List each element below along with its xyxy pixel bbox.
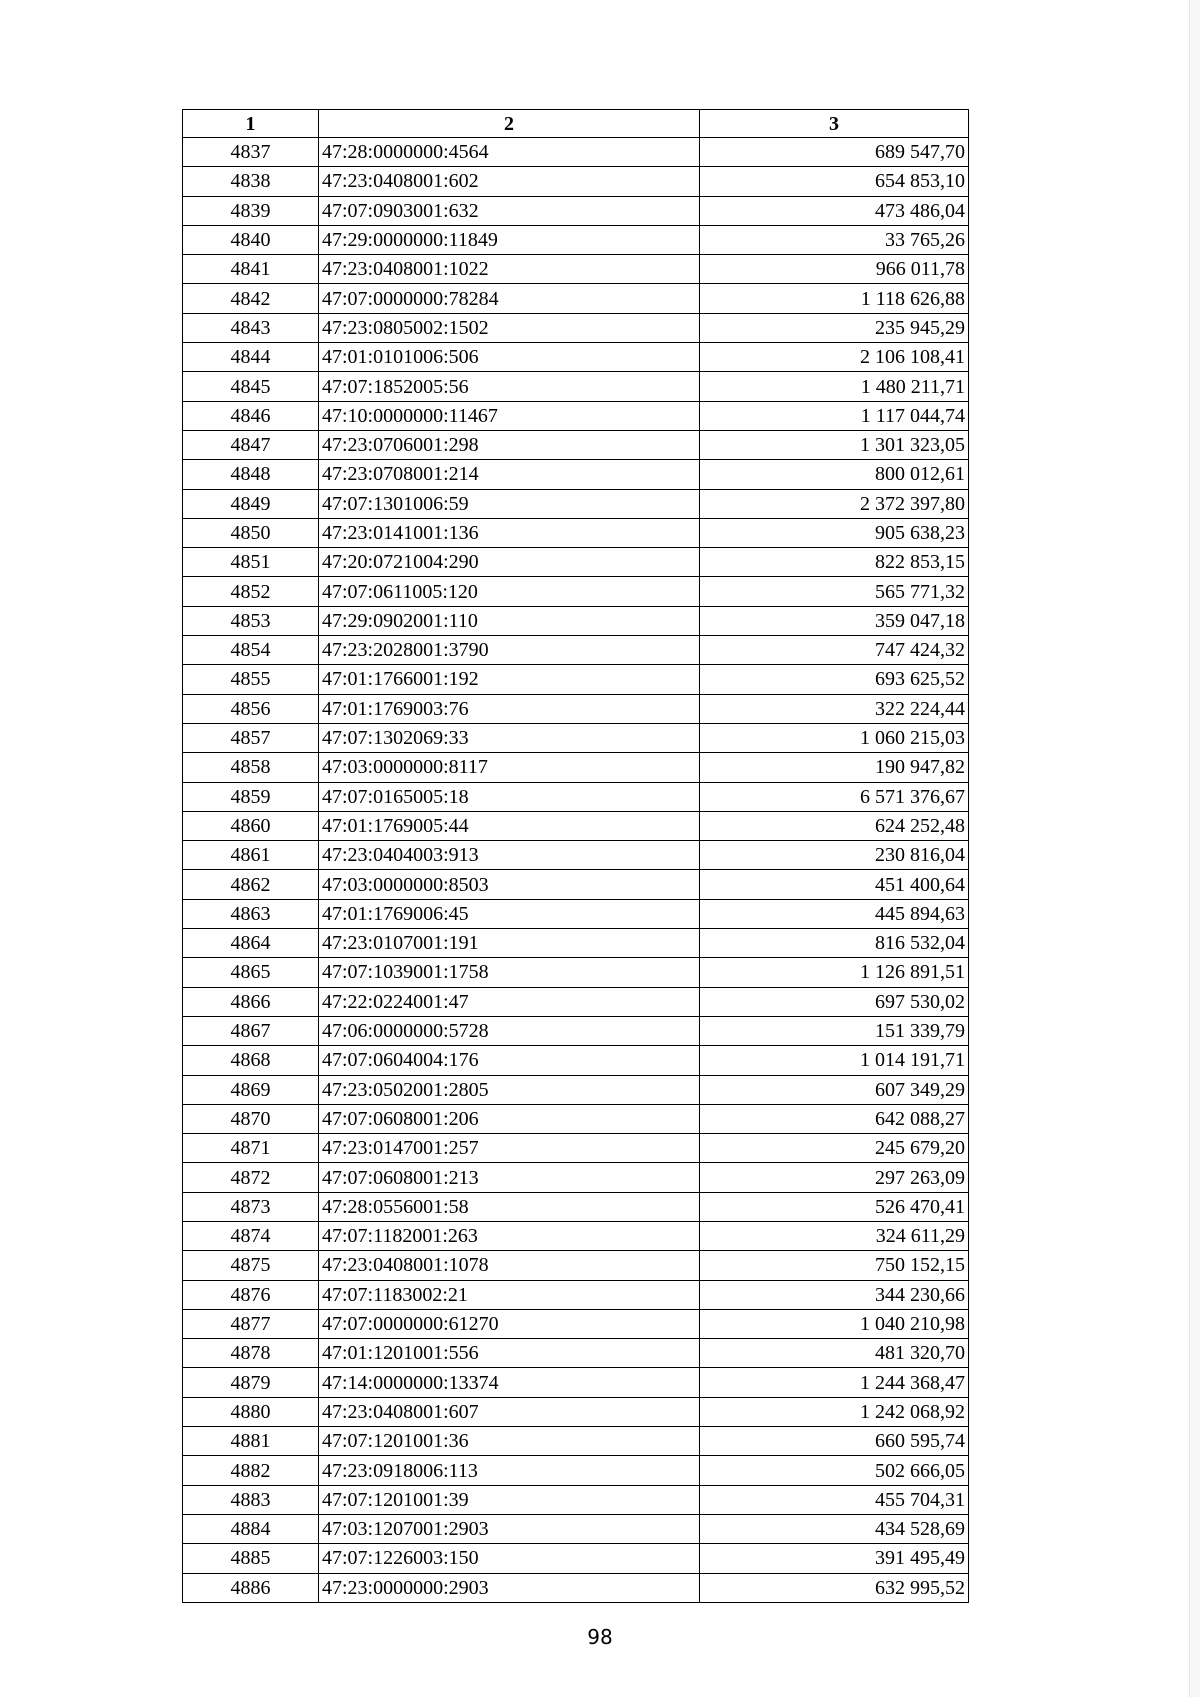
cadastral-number-cell: 47:23:0706001:298 xyxy=(319,430,700,459)
value-cell: 1 242 068,92 xyxy=(700,1397,969,1426)
table-row xyxy=(183,753,969,782)
value-cell: 2 372 397,80 xyxy=(700,489,969,518)
row-number-cell: 4869 xyxy=(183,1075,319,1104)
cadastral-number-cell: 47:03:0000000:8117 xyxy=(319,753,700,782)
row-number-cell: 4841 xyxy=(183,255,319,284)
cadastral-number-cell: 47:07:0608001:213 xyxy=(319,1163,700,1192)
table-row xyxy=(183,723,969,752)
cadastral-number-cell: 47:07:0611005:120 xyxy=(319,577,700,606)
row-number-cell: 4884 xyxy=(183,1514,319,1543)
row-number-cell: 4852 xyxy=(183,577,319,606)
row-number-cell: 4859 xyxy=(183,782,319,811)
page-edge-shadow xyxy=(1189,0,1200,1697)
row-number-cell: 4861 xyxy=(183,841,319,870)
table-row xyxy=(183,1514,969,1543)
value-cell: 565 771,32 xyxy=(700,577,969,606)
value-cell: 235 945,29 xyxy=(700,313,969,342)
row-number-cell: 4840 xyxy=(183,225,319,254)
row-number-cell: 4855 xyxy=(183,665,319,694)
table-row xyxy=(183,225,969,254)
table-row xyxy=(183,1016,969,1045)
cadastral-number-cell: 47:23:0502001:2805 xyxy=(319,1075,700,1104)
cadastral-number-cell: 47:23:0408001:1022 xyxy=(319,255,700,284)
cadastral-number-cell: 47:29:0000000:11849 xyxy=(319,225,700,254)
cadastral-number-cell: 47:07:1302069:33 xyxy=(319,723,700,752)
value-cell: 359 047,18 xyxy=(700,606,969,635)
row-number-cell: 4881 xyxy=(183,1427,319,1456)
table-row xyxy=(183,1192,969,1221)
table-row xyxy=(183,870,969,899)
cadastral-number-cell: 47:07:1201001:39 xyxy=(319,1485,700,1514)
value-cell: 33 765,26 xyxy=(700,225,969,254)
row-number-cell: 4867 xyxy=(183,1016,319,1045)
table-row xyxy=(183,138,969,167)
value-cell: 693 625,52 xyxy=(700,665,969,694)
cadastral-number-cell: 47:23:0404003:913 xyxy=(319,841,700,870)
table-row xyxy=(183,1309,969,1338)
cadastral-number-cell: 47:28:0556001:58 xyxy=(319,1192,700,1221)
value-cell: 230 816,04 xyxy=(700,841,969,870)
table-row xyxy=(183,636,969,665)
value-cell: 747 424,32 xyxy=(700,636,969,665)
value-cell: 1 040 210,98 xyxy=(700,1309,969,1338)
cadastral-number-cell: 47:06:0000000:5728 xyxy=(319,1016,700,1045)
row-number-cell: 4865 xyxy=(183,958,319,987)
table-row xyxy=(183,372,969,401)
value-cell: 526 470,41 xyxy=(700,1192,969,1221)
row-number-cell: 4857 xyxy=(183,723,319,752)
cadastral-number-cell: 47:01:1769003:76 xyxy=(319,694,700,723)
table-row xyxy=(183,929,969,958)
value-cell: 391 495,49 xyxy=(700,1544,969,1573)
value-cell: 190 947,82 xyxy=(700,753,969,782)
cadastral-number-cell: 47:01:1766001:192 xyxy=(319,665,700,694)
row-number-cell: 4860 xyxy=(183,811,319,840)
table-row xyxy=(183,665,969,694)
value-cell: 245 679,20 xyxy=(700,1134,969,1163)
value-cell: 6 571 376,67 xyxy=(700,782,969,811)
value-cell: 1 480 211,71 xyxy=(700,372,969,401)
row-number-cell: 4854 xyxy=(183,636,319,665)
row-number-cell: 4873 xyxy=(183,1192,319,1221)
value-cell: 344 230,66 xyxy=(700,1280,969,1309)
row-number-cell: 4870 xyxy=(183,1104,319,1133)
cadastral-number-cell: 47:07:1301006:59 xyxy=(319,489,700,518)
cadastral-number-cell: 47:03:0000000:8503 xyxy=(319,870,700,899)
column-header-value: 3 xyxy=(700,110,969,138)
value-cell: 151 339,79 xyxy=(700,1016,969,1045)
table-row xyxy=(183,1163,969,1192)
cadastral-number-cell: 47:01:1769005:44 xyxy=(319,811,700,840)
cadastral-number-cell: 47:22:0224001:47 xyxy=(319,987,700,1016)
value-cell: 434 528,69 xyxy=(700,1514,969,1543)
value-cell: 1 244 368,47 xyxy=(700,1368,969,1397)
table-row xyxy=(183,694,969,723)
table-body xyxy=(183,138,969,1603)
row-number-cell: 4849 xyxy=(183,489,319,518)
cadastral-number-cell: 47:07:1201001:36 xyxy=(319,1427,700,1456)
value-cell: 654 853,10 xyxy=(700,167,969,196)
table-row xyxy=(183,196,969,225)
table-row xyxy=(183,1251,969,1280)
row-number-cell: 4848 xyxy=(183,460,319,489)
row-number-cell: 4872 xyxy=(183,1163,319,1192)
row-number-cell: 4866 xyxy=(183,987,319,1016)
cadastral-number-cell: 47:07:0903001:632 xyxy=(319,196,700,225)
row-number-cell: 4876 xyxy=(183,1280,319,1309)
value-cell: 473 486,04 xyxy=(700,196,969,225)
row-number-cell: 4875 xyxy=(183,1251,319,1280)
cadastral-number-cell: 47:23:0107001:191 xyxy=(319,929,700,958)
value-cell: 297 263,09 xyxy=(700,1163,969,1192)
cadastral-number-cell: 47:07:1182001:263 xyxy=(319,1221,700,1250)
row-number-cell: 4845 xyxy=(183,372,319,401)
table-row xyxy=(183,1221,969,1250)
table-row xyxy=(183,606,969,635)
table-row xyxy=(183,1573,969,1602)
table-row xyxy=(183,343,969,372)
table-row xyxy=(183,1368,969,1397)
value-cell: 1 117 044,74 xyxy=(700,401,969,430)
row-number-cell: 4877 xyxy=(183,1309,319,1338)
cadastral-number-cell: 47:01:1769006:45 xyxy=(319,899,700,928)
page-number: 98 xyxy=(587,1625,613,1649)
table-row xyxy=(183,1046,969,1075)
cadastral-number-cell: 47:07:1039001:1758 xyxy=(319,958,700,987)
value-cell: 324 611,29 xyxy=(700,1221,969,1250)
cadastral-number-cell: 47:01:0101006:506 xyxy=(319,343,700,372)
value-cell: 2 106 108,41 xyxy=(700,343,969,372)
cadastral-number-cell: 47:07:1852005:56 xyxy=(319,372,700,401)
row-number-cell: 4853 xyxy=(183,606,319,635)
row-number-cell: 4886 xyxy=(183,1573,319,1602)
row-number-cell: 4851 xyxy=(183,548,319,577)
column-header-cadastral-number: 2 xyxy=(319,110,700,138)
cadastral-number-cell: 47:01:1201001:556 xyxy=(319,1339,700,1368)
row-number-cell: 4858 xyxy=(183,753,319,782)
cadastral-number-cell: 47:23:0408001:1078 xyxy=(319,1251,700,1280)
value-cell: 481 320,70 xyxy=(700,1339,969,1368)
table-row xyxy=(183,284,969,313)
row-number-cell: 4847 xyxy=(183,430,319,459)
cadastral-number-cell: 47:03:1207001:2903 xyxy=(319,1514,700,1543)
cadastral-number-cell: 47:29:0902001:110 xyxy=(319,606,700,635)
row-number-cell: 4871 xyxy=(183,1134,319,1163)
row-number-cell: 4846 xyxy=(183,401,319,430)
cadastral-number-cell: 47:10:0000000:11467 xyxy=(319,401,700,430)
table-row xyxy=(183,899,969,928)
value-cell: 966 011,78 xyxy=(700,255,969,284)
value-cell: 607 349,29 xyxy=(700,1075,969,1104)
table-row xyxy=(183,841,969,870)
value-cell: 1 118 626,88 xyxy=(700,284,969,313)
cadastral-number-cell: 47:23:0000000:2903 xyxy=(319,1573,700,1602)
table-row xyxy=(183,1456,969,1485)
row-number-cell: 4874 xyxy=(183,1221,319,1250)
table-row xyxy=(183,1134,969,1163)
table-row xyxy=(183,460,969,489)
value-cell: 624 252,48 xyxy=(700,811,969,840)
value-cell: 816 532,04 xyxy=(700,929,969,958)
row-number-cell: 4879 xyxy=(183,1368,319,1397)
table-row xyxy=(183,518,969,547)
row-number-cell: 4837 xyxy=(183,138,319,167)
value-cell: 451 400,64 xyxy=(700,870,969,899)
value-cell: 905 638,23 xyxy=(700,518,969,547)
value-cell: 697 530,02 xyxy=(700,987,969,1016)
table-row xyxy=(183,577,969,606)
cadastral-number-cell: 47:07:1226003:150 xyxy=(319,1544,700,1573)
table-row xyxy=(183,1544,969,1573)
row-number-cell: 4863 xyxy=(183,899,319,928)
row-number-cell: 4880 xyxy=(183,1397,319,1426)
value-cell: 1 126 891,51 xyxy=(700,958,969,987)
row-number-cell: 4868 xyxy=(183,1046,319,1075)
value-cell: 822 853,15 xyxy=(700,548,969,577)
table-row xyxy=(183,430,969,459)
value-cell: 660 595,74 xyxy=(700,1427,969,1456)
cadastral-number-cell: 47:28:0000000:4564 xyxy=(319,138,700,167)
cadastral-number-cell: 47:14:0000000:13374 xyxy=(319,1368,700,1397)
row-number-cell: 4844 xyxy=(183,343,319,372)
table-row xyxy=(183,1427,969,1456)
table-row xyxy=(183,548,969,577)
register-table-container xyxy=(182,109,968,1603)
value-cell: 750 152,15 xyxy=(700,1251,969,1280)
table-row xyxy=(183,958,969,987)
cadastral-number-cell: 47:23:0408001:602 xyxy=(319,167,700,196)
row-number-cell: 4842 xyxy=(183,284,319,313)
cadastral-number-cell: 47:07:0000000:61270 xyxy=(319,1309,700,1338)
row-number-cell: 4838 xyxy=(183,167,319,196)
table-row xyxy=(183,1075,969,1104)
table-row xyxy=(183,987,969,1016)
table-header-row xyxy=(183,110,969,138)
row-number-cell: 4850 xyxy=(183,518,319,547)
table-row xyxy=(183,167,969,196)
value-cell: 1 014 191,71 xyxy=(700,1046,969,1075)
cadastral-number-cell: 47:23:0918006:113 xyxy=(319,1456,700,1485)
table-row xyxy=(183,1280,969,1309)
value-cell: 800 012,61 xyxy=(700,460,969,489)
cadastral-number-cell: 47:23:0147001:257 xyxy=(319,1134,700,1163)
cadastral-number-cell: 47:07:0604004:176 xyxy=(319,1046,700,1075)
row-number-cell: 4878 xyxy=(183,1339,319,1368)
table-row xyxy=(183,782,969,811)
value-cell: 689 547,70 xyxy=(700,138,969,167)
row-number-cell: 4883 xyxy=(183,1485,319,1514)
register-table xyxy=(182,109,969,1603)
table-row xyxy=(183,811,969,840)
value-cell: 632 995,52 xyxy=(700,1573,969,1602)
cadastral-number-cell: 47:23:2028001:3790 xyxy=(319,636,700,665)
table-row xyxy=(183,1104,969,1133)
table-row xyxy=(183,401,969,430)
row-number-cell: 4885 xyxy=(183,1544,319,1573)
row-number-cell: 4856 xyxy=(183,694,319,723)
value-cell: 445 894,63 xyxy=(700,899,969,928)
row-number-cell: 4839 xyxy=(183,196,319,225)
table-row xyxy=(183,489,969,518)
table-row xyxy=(183,1485,969,1514)
value-cell: 502 666,05 xyxy=(700,1456,969,1485)
value-cell: 642 088,27 xyxy=(700,1104,969,1133)
cadastral-number-cell: 47:07:0608001:206 xyxy=(319,1104,700,1133)
value-cell: 455 704,31 xyxy=(700,1485,969,1514)
cadastral-number-cell: 47:23:0805002:1502 xyxy=(319,313,700,342)
column-header-number: 1 xyxy=(183,110,319,138)
cadastral-number-cell: 47:07:0165005:18 xyxy=(319,782,700,811)
value-cell: 1 060 215,03 xyxy=(700,723,969,752)
cadastral-number-cell: 47:23:0141001:136 xyxy=(319,518,700,547)
value-cell: 322 224,44 xyxy=(700,694,969,723)
cadastral-number-cell: 47:23:0408001:607 xyxy=(319,1397,700,1426)
value-cell: 1 301 323,05 xyxy=(700,430,969,459)
table-row xyxy=(183,313,969,342)
cadastral-number-cell: 47:07:1183002:21 xyxy=(319,1280,700,1309)
row-number-cell: 4843 xyxy=(183,313,319,342)
table-row xyxy=(183,1397,969,1426)
row-number-cell: 4864 xyxy=(183,929,319,958)
row-number-cell: 4862 xyxy=(183,870,319,899)
table-row xyxy=(183,1339,969,1368)
cadastral-number-cell: 47:23:0708001:214 xyxy=(319,460,700,489)
table-row xyxy=(183,255,969,284)
cadastral-number-cell: 47:07:0000000:78284 xyxy=(319,284,700,313)
row-number-cell: 4882 xyxy=(183,1456,319,1485)
cadastral-number-cell: 47:20:0721004:290 xyxy=(319,548,700,577)
